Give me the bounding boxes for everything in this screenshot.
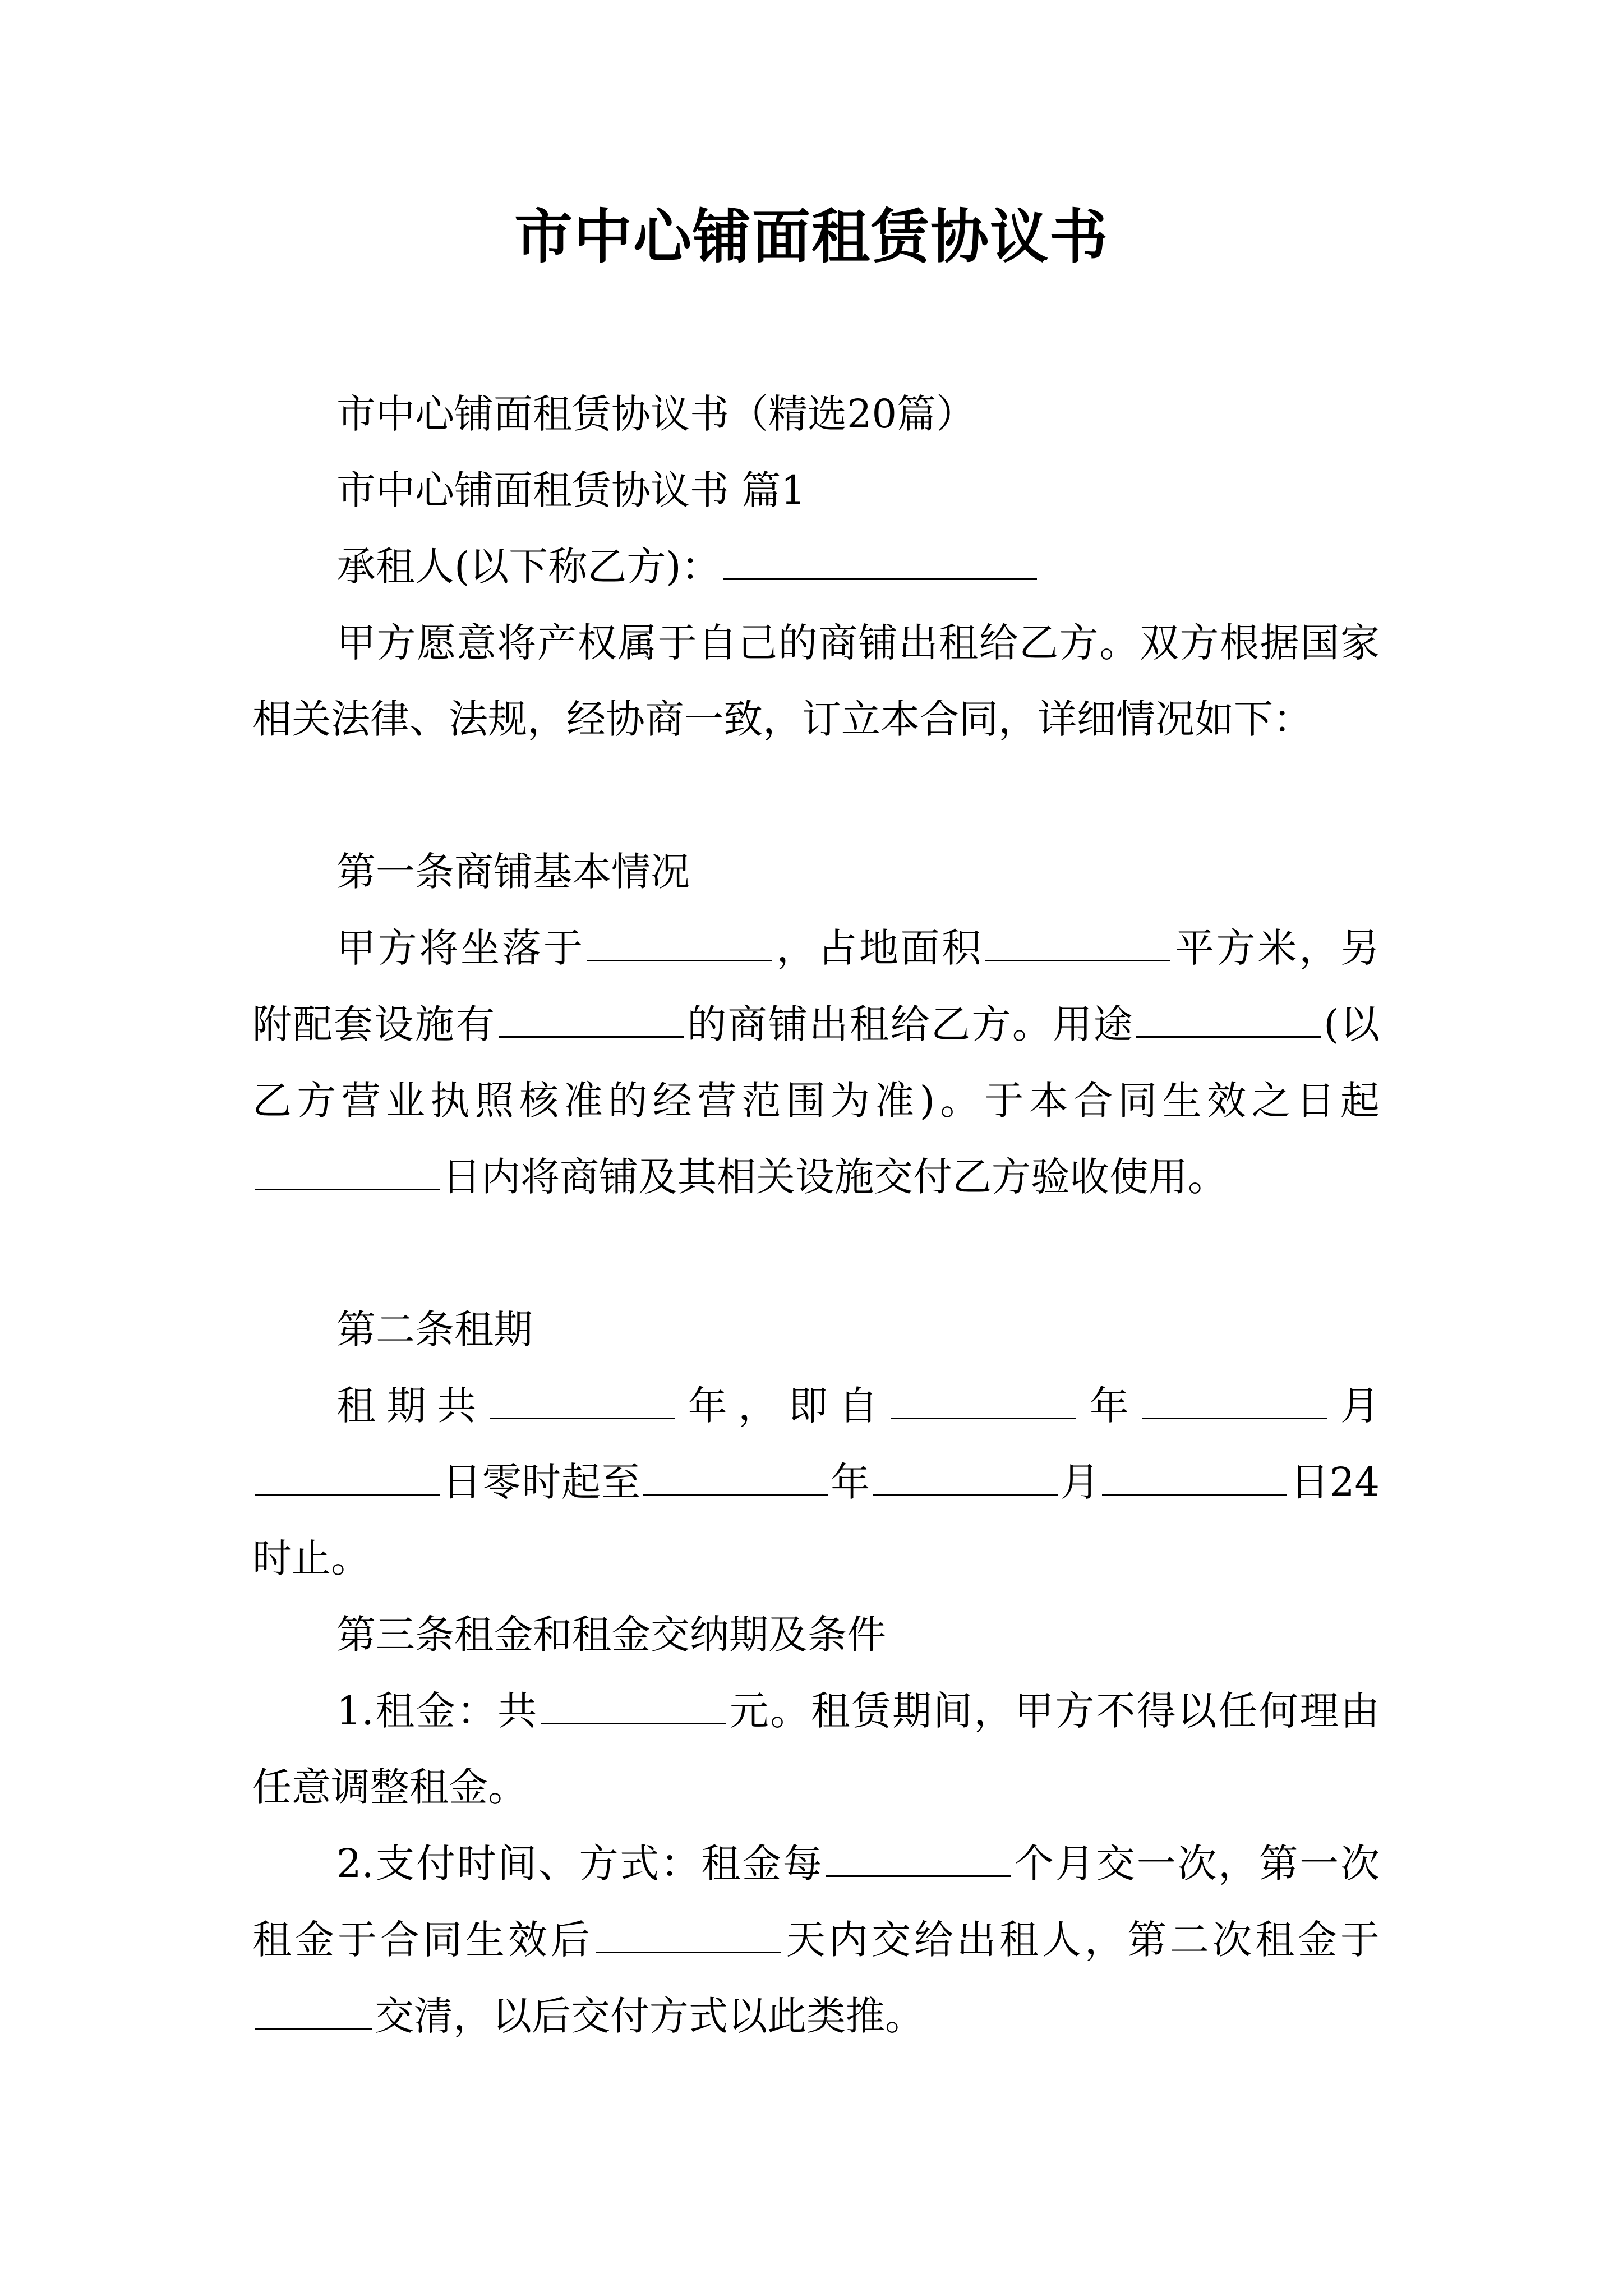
article1-paragraph (252, 910, 1380, 1215)
blank-end-month (873, 1458, 1058, 1496)
blank-pay-interval (826, 1839, 1011, 1877)
article3-item2 (252, 1825, 1380, 2054)
article1-heading: 第一条商铺基本情况 (336, 849, 690, 895)
article2-text: 年 (830, 1459, 870, 1505)
article2-text: 日零时起至 (442, 1459, 641, 1505)
article2-heading: 第二条租期 (336, 1306, 533, 1352)
blank-term-years (490, 1382, 675, 1419)
blank-first-pay-days (596, 1916, 781, 1953)
article2-paragraph (252, 1368, 1380, 1596)
lessee-blank (723, 542, 1037, 580)
article2-text: 月 (1329, 1383, 1380, 1429)
blank-start-month (1142, 1382, 1327, 1419)
document-subtitle: 市中心铺面租赁协议书（精选20篇） (336, 391, 976, 437)
article1-text: (以乙方营业执照核准的经营范围为准)。于本合同生效之日起 (252, 1001, 1380, 1124)
document-title: 市中心铺面租赁协议书 (514, 202, 1109, 271)
lessee-label: 承租人(以下称乙方)： (336, 544, 721, 590)
article3-text: 交清，以后交付方式以此类推。 (375, 1993, 924, 2039)
intro-paragraph: 甲方愿意将产权属于自己的商铺出租给乙方。双方根据国家相关法律、法规，经协商一致，订立本合同，详细情况如下： (252, 620, 1380, 742)
article2-text: 年，即自 (676, 1383, 889, 1429)
blank-second-pay-date (255, 1992, 372, 2030)
blank-area (985, 924, 1170, 961)
blank-end-day (1102, 1458, 1287, 1496)
article1-text: ，占地面积 (774, 925, 984, 971)
section-heading: 市中心铺面租赁协议书 篇1 (336, 467, 806, 513)
blank-start-year (891, 1382, 1076, 1419)
article3-text: 1.租金：共 (336, 1688, 538, 1734)
article3-text: 个月交一次，第一次租金于合同生效后 (252, 1841, 1380, 1963)
blank-start-day (255, 1458, 440, 1496)
article3-heading: 第三条租金和租金交纳期及条件 (336, 1612, 886, 1658)
article2-text: 日24时止。 (252, 1459, 1380, 1581)
article1-text: 的商铺出租给乙方。用途 (685, 1001, 1135, 1047)
article3-text: 元。租赁期间，甲方不得以任何理由任意调整租金。 (252, 1688, 1380, 1810)
article3-text: 天内交给出租人，第二次租金于 (783, 1917, 1380, 1963)
blank-usage (1136, 1000, 1321, 1038)
article2-text: 月 (1059, 1459, 1100, 1505)
blank-days (255, 1153, 440, 1190)
blank-facilities (499, 1000, 684, 1038)
lessee-line (252, 528, 1380, 605)
article3-item1 (252, 1673, 1380, 1825)
article3-text: 2.支付时间、方式：租金每 (336, 1841, 824, 1887)
article2-text: 租期共 (336, 1383, 487, 1429)
blank-location (587, 924, 772, 961)
blank-rent-amount (541, 1687, 726, 1724)
article1-text: 甲方将坐落于 (336, 925, 585, 971)
article2-text: 年 (1078, 1383, 1140, 1429)
article1-text: 平方米，另附配套设施有 (252, 925, 1380, 1047)
article1-text: 日内将商铺及其相关设施交付乙方验收使用。 (442, 1154, 1227, 1200)
blank-end-year (643, 1458, 828, 1496)
